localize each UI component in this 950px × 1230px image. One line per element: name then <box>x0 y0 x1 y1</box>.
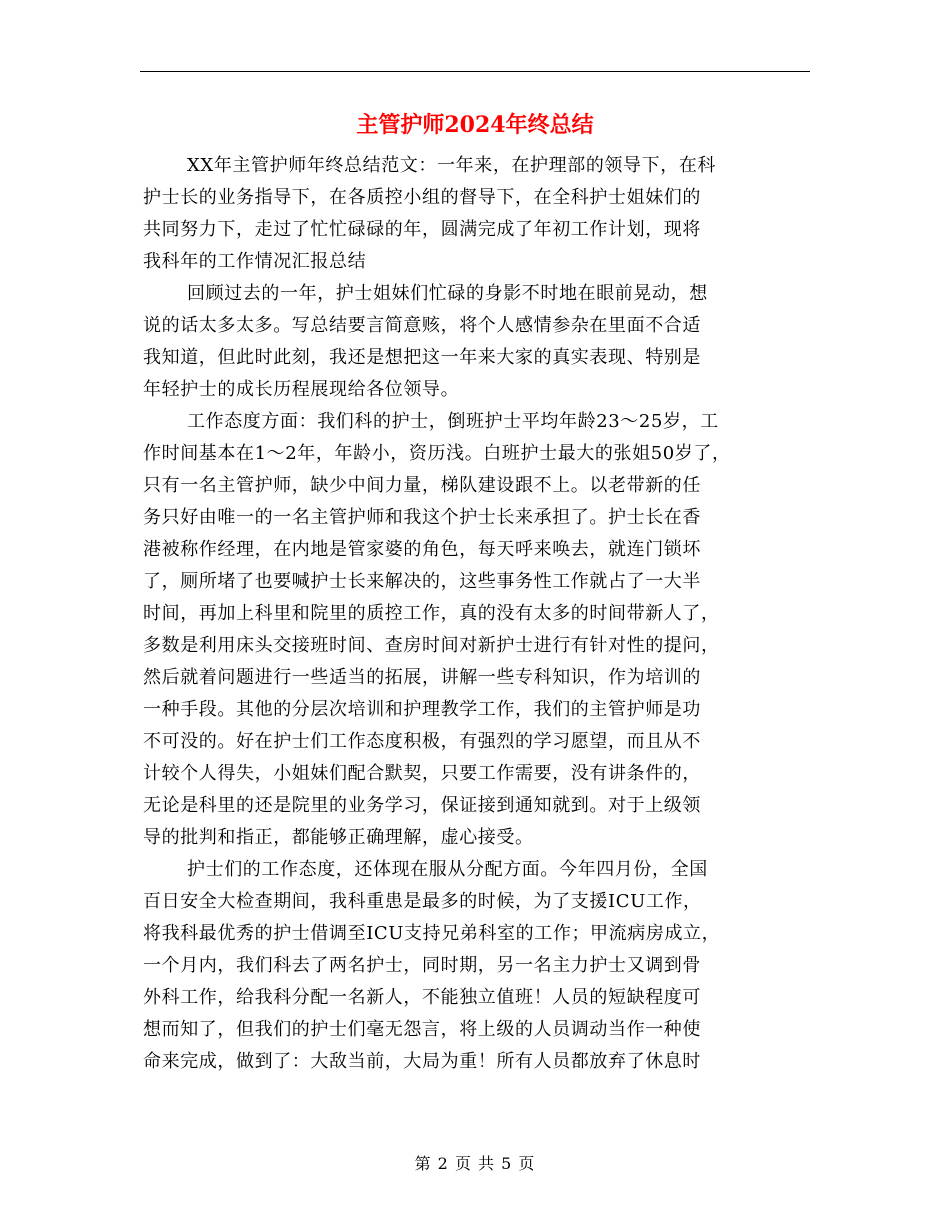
text-line: 作时间基本在1～2年，年龄小，资历浅。白班护士最大的张姐50岁了， <box>143 443 731 464</box>
header-rule <box>140 71 810 72</box>
document-title: 主管护师2024年终总结 <box>356 112 594 138</box>
text-line: 了，厕所堵了也要喊护士长来解决的，这些事务性工作就占了一大半 <box>143 571 701 592</box>
text-line: 导的批判和指正，都能够正确理解，虚心接受。 <box>143 827 534 848</box>
text-line: 护士长的业务指导下，在各质控小组的督导下，在全科护士姐妹们的 <box>143 187 701 208</box>
text-line: 一种手段。其他的分层次培训和护理教学工作，我们的主管护师是功 <box>143 699 701 720</box>
text-line: 无论是科里的还是院里的业务学习，保证接到通知就到。对于上级领 <box>143 795 701 816</box>
text-line: 我科年的工作情况汇报总结 <box>143 251 367 272</box>
text-line: 说的话太多太多。写总结要言简意赅，将个人感情参杂在里面不合适 <box>143 315 701 336</box>
text-line: 时间，再加上科里和院里的质控工作，真的没有太多的时间带新人了， <box>143 603 720 624</box>
text-line: 将我科最优秀的护士借调至ICU支持兄弟科室的工作；甲流病房成立， <box>143 923 721 944</box>
text-line: 港被称作经理，在内地是管家婆的角色，每天呼来唤去，就连门锁坏 <box>143 539 701 560</box>
text-line: 命来完成，做到了：大敌当前，大局为重！所有人员都放弃了休息时 <box>143 1051 701 1072</box>
paragraph <box>143 854 808 1078</box>
text-line: 工作态度方面：我们科的护士，倒班护士平均年龄23～25岁，工 <box>187 411 719 432</box>
paragraph <box>143 406 808 854</box>
text-line: 想而知了，但我们的护士们毫无怨言，将上级的人员调动当作一种使 <box>143 1019 701 1040</box>
text-line: 一个月内，我们科去了两名护士，同时期，另一名主力护士又调到骨 <box>143 955 701 976</box>
text-line: 百日安全大检查期间，我科重患是最多的时候，为了支援ICU工作， <box>143 891 702 912</box>
text-line: 然后就着问题进行一些适当的拓展，讲解一些专科知识，作为培训的 <box>143 667 701 688</box>
text-line: 我知道，但此时此刻，我还是想把这一年来大家的真实表现、特别是 <box>143 347 701 368</box>
text-line: 回顾过去的一年，护士姐妹们忙碌的身影不时地在眼前晃动，想 <box>187 283 708 304</box>
paragraph <box>143 150 808 278</box>
text-line: 年轻护士的成长历程展现给各位领导。 <box>143 379 460 400</box>
text-line: 共同努力下，走过了忙忙碌碌的年，圆满完成了年初工作计划，现将 <box>143 219 701 240</box>
text-line: 护士们的工作态度，还体现在服从分配方面。今年四月份，全国 <box>187 859 708 880</box>
document-body <box>143 150 808 1078</box>
text-line: 计较个人得失，小姐妹们配合默契，只要工作需要，没有讲条件的， <box>143 763 701 784</box>
paragraph <box>143 278 808 406</box>
text-line: 多数是利用床头交接班时间、查房时间对新护士进行有针对性的提问， <box>143 635 720 656</box>
text-line: 不可没的。好在护士们工作态度积极，有强烈的学习愿望，而且从不 <box>143 731 701 752</box>
text-line: 只有一名主管护师，缺少中间力量，梯队建设跟不上。以老带新的任 <box>143 475 701 496</box>
text-line: 外科工作，给我科分配一名新人，不能独立值班！人员的短缺程度可 <box>143 987 701 1008</box>
text-line: XX年主管护师年终总结范文：一年来，在护理部的领导下，在科 <box>187 155 717 176</box>
page-footer: 第 2 页 共 5 页 <box>414 1154 536 1173</box>
text-line: 务只好由唯一的一名主管护师和我这个护士长来承担了。护士长在香 <box>143 507 701 528</box>
